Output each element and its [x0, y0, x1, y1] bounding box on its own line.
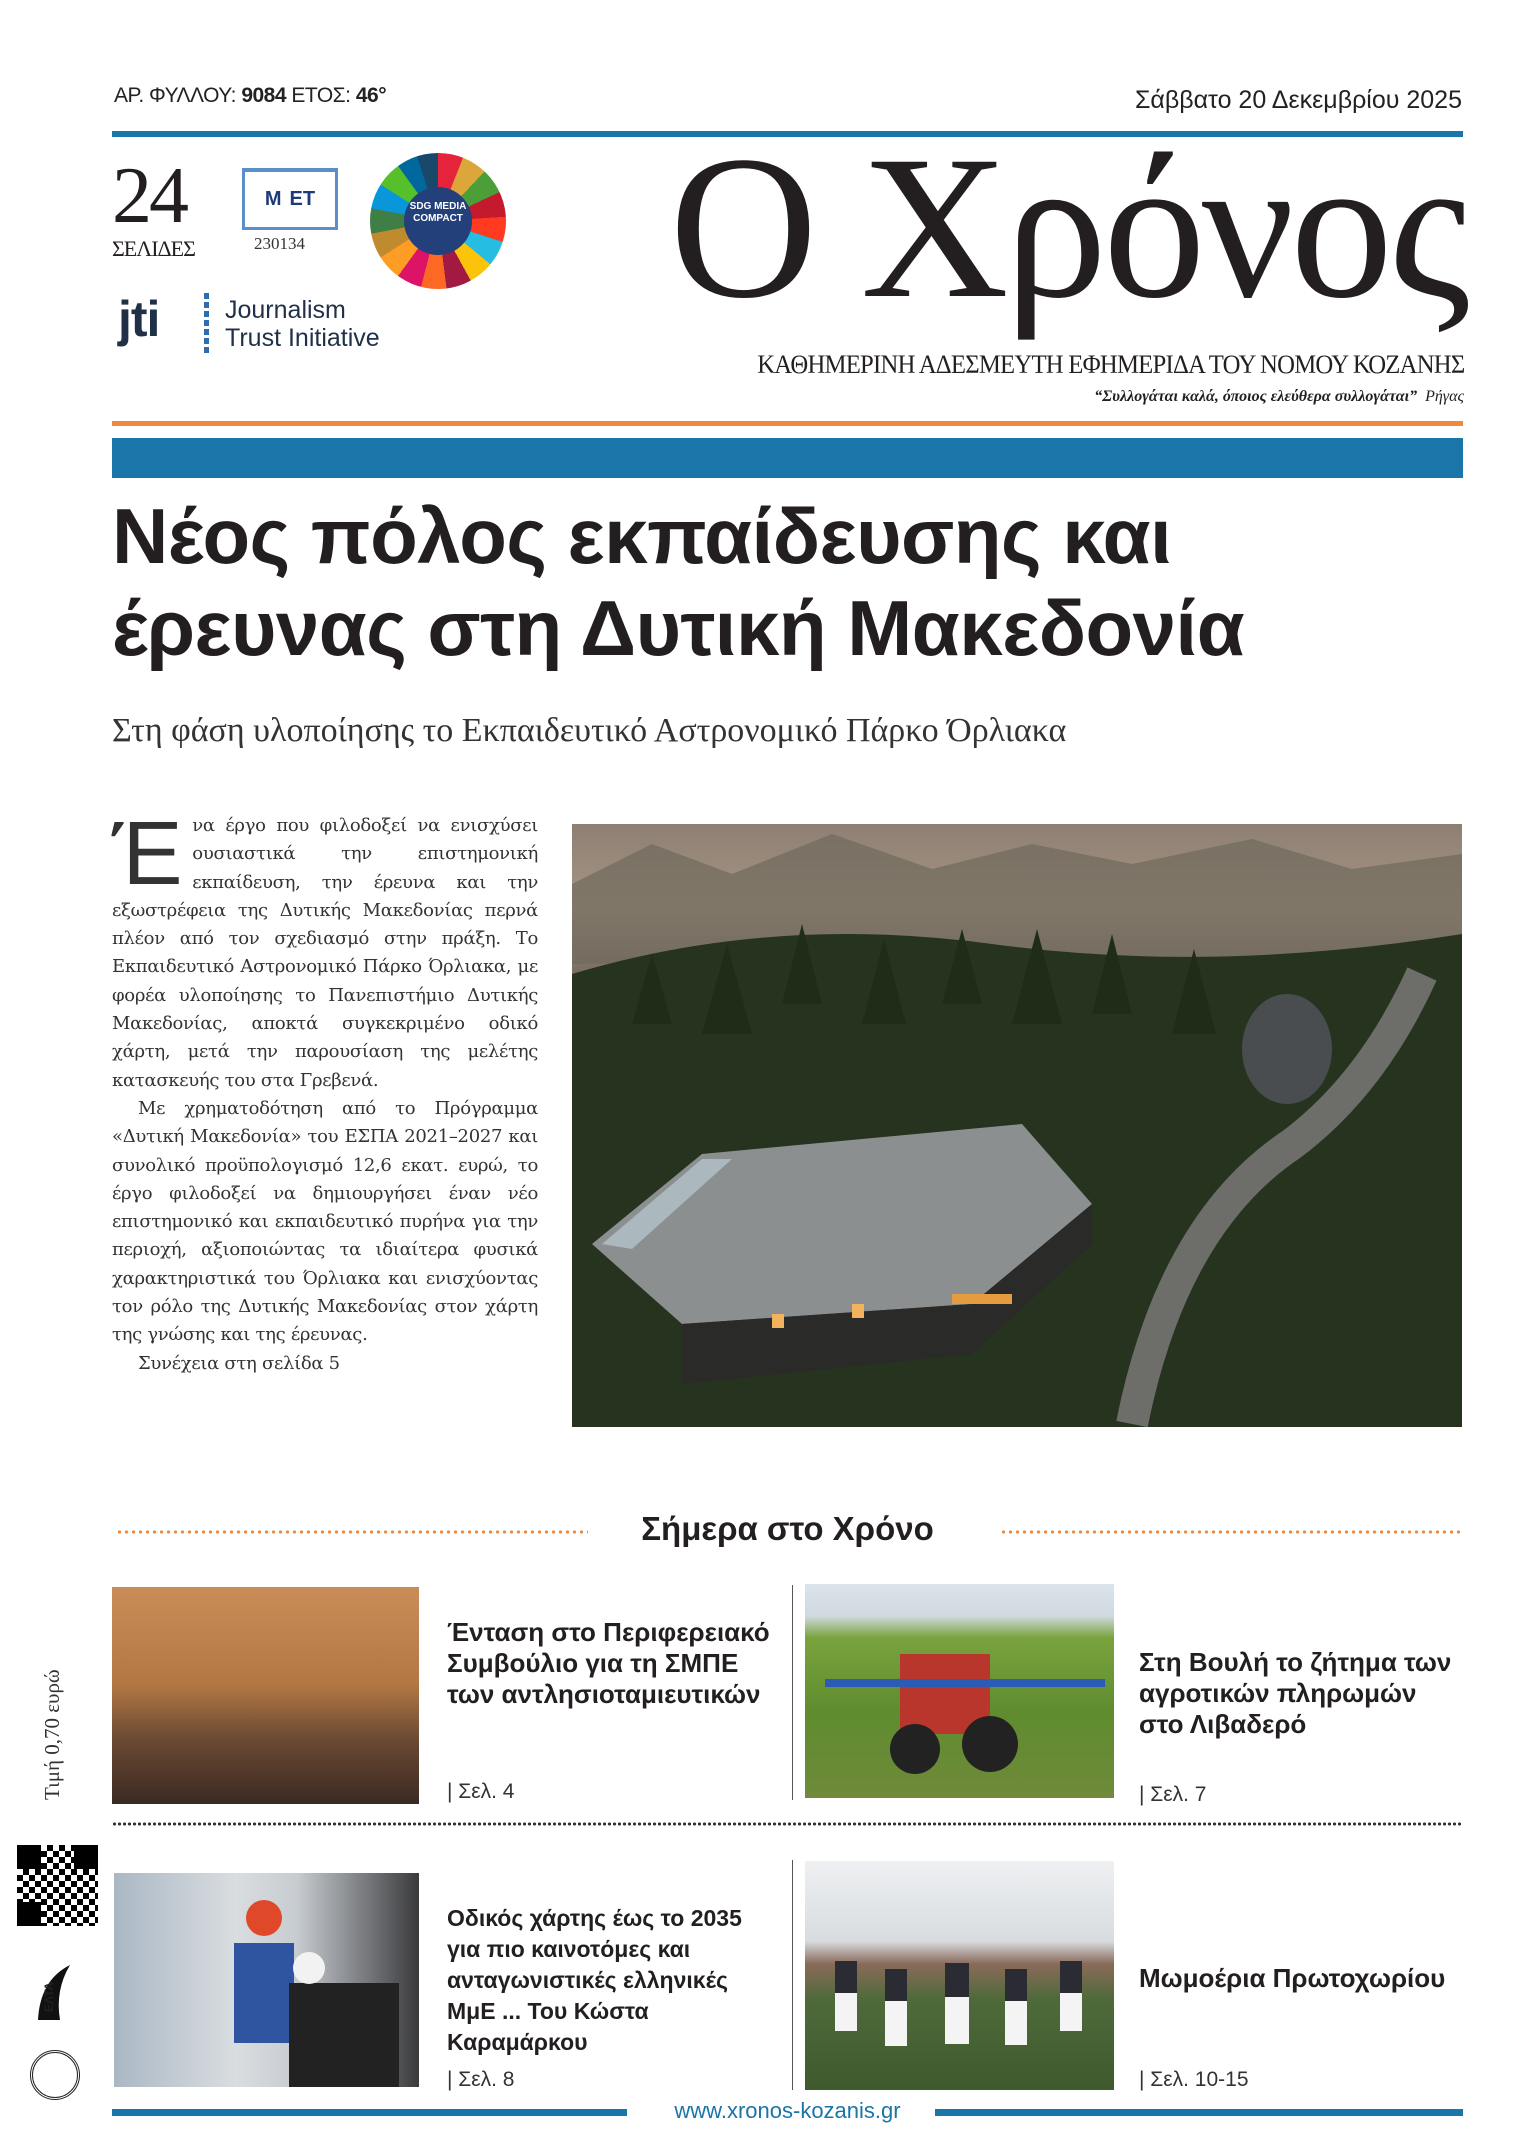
- jti-logo: jti: [118, 291, 160, 347]
- news-title[interactable]: Μωμοέρια Πρωτοχωρίου: [1139, 1963, 1446, 1993]
- jti-name: Journalism Trust Initiative: [225, 296, 380, 352]
- qr-code-icon[interactable]: [17, 1845, 98, 1926]
- sdg-media-compact-text: SDG MEDIA COMPACT: [404, 187, 472, 255]
- continued-link[interactable]: Συνέχεια στη σελίδα 5: [138, 1352, 340, 1374]
- paragraph: Με χρηματοδότηση από το Πρόγραμμα «Δυτική Μακεδονία» του ΕΣΠΑ 2021–2027 και συνολικό προϋπολογισμό 12,6 εκατ. ευρώ, το έργο φιλοδοξεί να δημιουργήσει έναν νέο επιστημονικό και εκπαιδευτικό πυρήνα για την περιοχή, αξιοποιώντας τα ιδιαίτερα φυσικά χαρακτηριστικά του Όρλιακα και ενισχύοντας τον ρόλο της Δυτικής Μακεδονίας στον χάρτη της γνώσης και της έρευνας.: [112, 1097, 538, 1346]
- news-title[interactable]: Ένταση στο Περιφερειακό Συμβούλιο για τη ΣΜΠΕ των αντλησιοταμιευτικών: [447, 1617, 770, 1709]
- orange-divider: [112, 421, 1463, 426]
- met-number: 230134: [254, 234, 305, 253]
- news-title[interactable]: Στη Βουλή το ζήτημα των αγροτικών πληρωμών στο Λιβαδερό: [1139, 1647, 1452, 1739]
- footer: [112, 2100, 1463, 2130]
- lead-deck: Στη φάση υλοποίησης το Εκπαιδευτικό Αστρονομικό Πάρκο Όρλιακα: [112, 712, 1067, 749]
- masthead-title: Ο Χρόνος: [669, 114, 1466, 341]
- dotted-rule: [1000, 1530, 1460, 1534]
- issue-info: ΑΡ. ΦΥΛΛΟΥ: 9084 ΕΤΟΣ: 46°: [114, 84, 387, 107]
- issue-date: Σάββατο 20 Δεκεμβρίου 2025: [1134, 86, 1462, 114]
- photo-momoeria-dancers[interactable]: [805, 1861, 1114, 2090]
- section-title: Σήμερα στο Χρόνο: [641, 1510, 934, 1547]
- photo-regional-council[interactable]: [112, 1587, 419, 1804]
- masthead-motto: ΚΑΘΗΜΕΡΙΝΗ ΑΔΕΣΜΕΥΤΗ ΕΦΗΜΕΡΙΔΑ ΤΟΥ ΝΟΜΟΥ ΚΟΖΑΝΗΣ: [756, 350, 1464, 379]
- news-title[interactable]: Οδικός χάρτης έως το 2035 για πιο καινοτόμες και ανταγωνιστικές ελληνικές ΜμΕ ... Του Κώστα Καραμάρκου: [447, 1905, 742, 2055]
- pages-label: ΣΕΛΙΔΕΣ: [112, 236, 195, 261]
- lead-headline[interactable]: Νέος πόλος εκπαίδευσης και έρευνας στη Δυτική Μακεδονία: [112, 492, 1245, 672]
- website-link[interactable]: www.xronos-kozanis.gr: [674, 2098, 901, 2123]
- news-page-ref: | Σελ. 10-15: [1139, 2068, 1249, 2091]
- jti-divider: [204, 293, 209, 355]
- met-logo: M ET: [242, 168, 338, 230]
- column-divider: [792, 1585, 793, 1800]
- drop-cap: Έ: [112, 804, 183, 904]
- elta-logo: ΕΛΤΑ: [30, 1960, 80, 2030]
- today-section-header: [112, 1510, 1463, 1550]
- stamp-seal-icon: [30, 2050, 80, 2100]
- price-label: Τιμή 0,70 ευρώ: [40, 1669, 64, 1800]
- news-page-ref: | Σελ. 7: [1139, 1783, 1207, 1806]
- footer-rule: [935, 2109, 1463, 2116]
- lead-article-body: [112, 804, 538, 1378]
- news-page-ref: | Σελ. 8: [447, 2068, 515, 2091]
- photo-workers[interactable]: [114, 1873, 419, 2087]
- column-divider: [792, 1860, 793, 2090]
- pages-count: 24: [112, 152, 186, 240]
- news-page-ref: | Σελ. 4: [447, 1780, 515, 1803]
- row-dotted-divider: [112, 1822, 1463, 1826]
- lead-photo-observatory-park: [572, 824, 1462, 1427]
- paragraph: να έργο που φιλοδοξεί να ενισχύσει ουσιαστικά την επιστημονική εκπαίδευση, την έρευνα και την εξωστρέφεια της Δυτικής Μακεδονίας περνά πλέον από τον σχεδιασμό στην πράξη. Το Εκπαιδευτικό Αστρονομικό Πάρκο Όρλιακα, με φορέα υλοποίησης το Πανεπιστήμιο Δυτικής Μακεδονίας, αποκτά συγκεκριμένο οδικό χάρτη, μετά την παρουσίαση της μελέτης κατασκευής του στα Γρεβενά.: [112, 815, 538, 1091]
- blue-banner: [112, 438, 1463, 478]
- masthead-quote: “Συλλογάται καλά, όποιος ελεύθερα συλλογάται” Ρήγας: [1094, 388, 1464, 405]
- photo-tractor-field[interactable]: [805, 1584, 1114, 1798]
